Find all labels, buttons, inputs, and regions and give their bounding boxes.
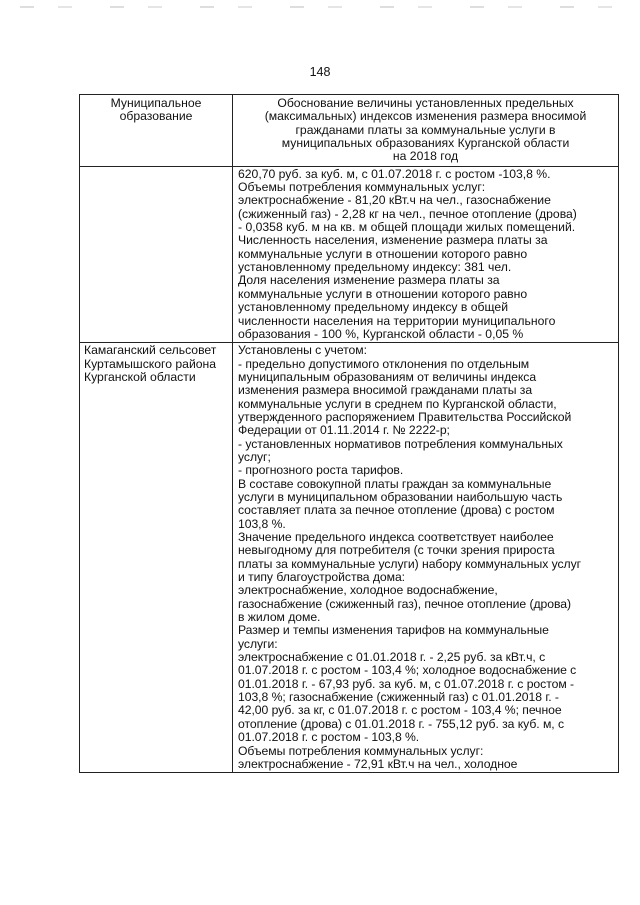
text-line: услуг;	[238, 449, 271, 464]
header-line: гражданами платы за коммунальные услуги в	[295, 122, 556, 137]
text-line: услуги:	[238, 636, 278, 651]
text-line: Объемы потребления коммунальных услуг:	[238, 743, 484, 758]
justification-cell	[233, 166, 619, 342]
text-line: отопление (дрова) с 01.01.2018 г. - 755,12 руб. за куб. м, с	[238, 716, 564, 731]
text-line: Установлены с учетом:	[238, 343, 367, 358]
text-line: - установленных нормативов потребления коммунальных	[238, 436, 563, 451]
text-line: Куртамышского района	[84, 356, 217, 371]
text-line: Доля населения изменение размера платы за	[238, 273, 500, 288]
text-line: (сжиженный газ) - 2,28 кг на чел., печное отопление (дрова)	[238, 206, 577, 221]
text-line: изменения размера вносимой гражданами платы за	[238, 383, 533, 398]
municipality-cell-empty	[80, 166, 233, 342]
justification-cell	[233, 343, 619, 773]
text-line: установленному предельному индексу в общей	[238, 300, 509, 315]
text-line: 01.01.2018 г. - 67,93 руб. за куб. м, с 01.07.2018 г. с ростом -	[238, 676, 574, 691]
text-line: Значение предельного индекса соответствует наиболее	[238, 530, 554, 544]
text-line: 01.07.2018 г. с ростом - 103,8 %.	[238, 730, 420, 745]
scan-edge-artifact	[20, 6, 620, 8]
text-line: установленному предельному индексу: 381 чел.	[238, 260, 512, 275]
text-line: 620,70 руб. за куб. м, с 01.07.2018 г. с ростом -103,8 %.	[238, 166, 551, 181]
text-line: утвержденного распоряжением Правительства Российской	[238, 409, 572, 424]
text-line: в жилом доме.	[238, 610, 321, 625]
header-line: Обоснование величины установленных предельных	[277, 96, 574, 110]
text-line: услуги в муниципальном образовании наибольшую часть	[238, 489, 563, 504]
text-line: электроснабжение - 81,20 кВт.ч на чел., газоснабжение	[238, 193, 551, 208]
text-line: - 0,0358 куб. м на кв. м общей площади жилых помещений.	[238, 220, 576, 235]
text-line: 01.07.2018 г. с ростом - 103,4 %; холодное водоснабжение с	[238, 663, 577, 678]
text-line: и типу благоустройства дома:	[238, 570, 406, 585]
text-line: электроснабжение с 01.01.2018 г. - 2,25 руб. за кВт.ч, с	[238, 650, 546, 665]
table-row-kamagansky	[80, 343, 619, 773]
text-line: 42,00 руб. за кг, с 01.07.2018 г. с ростом - 103,4 %; печное	[238, 703, 562, 718]
text-line: коммунальные услуги в отношении которого равно	[238, 286, 528, 301]
page-number: 148	[309, 65, 331, 79]
text-line: Численность населения, изменение размера платы за	[238, 233, 548, 248]
text-line: электроснабжение - 72,91 кВт.ч на чел., холодное	[238, 756, 518, 771]
text-line: невыгодному для потребителя (с точки зрения прироста	[238, 543, 555, 558]
municipality-cell	[80, 343, 233, 773]
header-line: Муниципальное	[110, 96, 202, 110]
header-line: муниципальных образованиях Курганской области	[281, 136, 570, 151]
text-line: Объемы потребления коммунальных услуг:	[238, 180, 486, 195]
text-line: Курганской области	[84, 369, 196, 384]
text-line: составляет плата за печное отопление (дрова) с ростом	[238, 503, 555, 518]
header-line: (максимальных) индексов изменения размера вносимой	[264, 109, 587, 124]
table-header-row	[80, 95, 619, 167]
text-line: Размер и темпы изменения тарифов на коммунальные	[238, 623, 549, 638]
text-line: электроснабжение, холодное водоснабжение,	[238, 583, 498, 598]
text-line: 103,8 %; газоснабжение (сжиженный газ) с 01.01.2018 г. -	[238, 690, 559, 705]
text-line: образования - 100 %, Курганской области - 0,05 %	[238, 326, 524, 341]
header-justification	[233, 95, 619, 167]
header-municipality	[80, 95, 233, 167]
text-line: - предельно допустимого отклонения по отдельным	[238, 356, 530, 371]
text-line: - прогнозного роста тарифов.	[238, 463, 404, 478]
header-line: на 2018 год	[392, 149, 459, 164]
text-line: газоснабжение (сжиженный газ), печное отопление (дрова)	[238, 596, 572, 611]
text-line: В составе совокупной платы граждан за коммунальные	[238, 476, 552, 491]
text-line: Камаганский сельсовет	[84, 343, 217, 358]
text-line: численности населения на территории муниципального	[238, 313, 556, 328]
text-line: Федерации от 01.11.2014 г. № 2222-р;	[238, 423, 450, 438]
table-row-continuation	[80, 166, 619, 342]
text-line: коммунальные услуги в среднем по Курганской области,	[238, 396, 557, 411]
text-line: 103,8 %.	[238, 516, 286, 531]
text-line: муниципальным образованиям от величины индекса	[238, 369, 537, 384]
header-line: образование	[119, 109, 193, 124]
text-line: платы за коммунальные услуги) набору коммунальных услуг	[238, 556, 582, 571]
text-line: коммунальные услуги в отношении которого равно	[238, 246, 528, 261]
tariff-justification-table	[79, 94, 619, 773]
